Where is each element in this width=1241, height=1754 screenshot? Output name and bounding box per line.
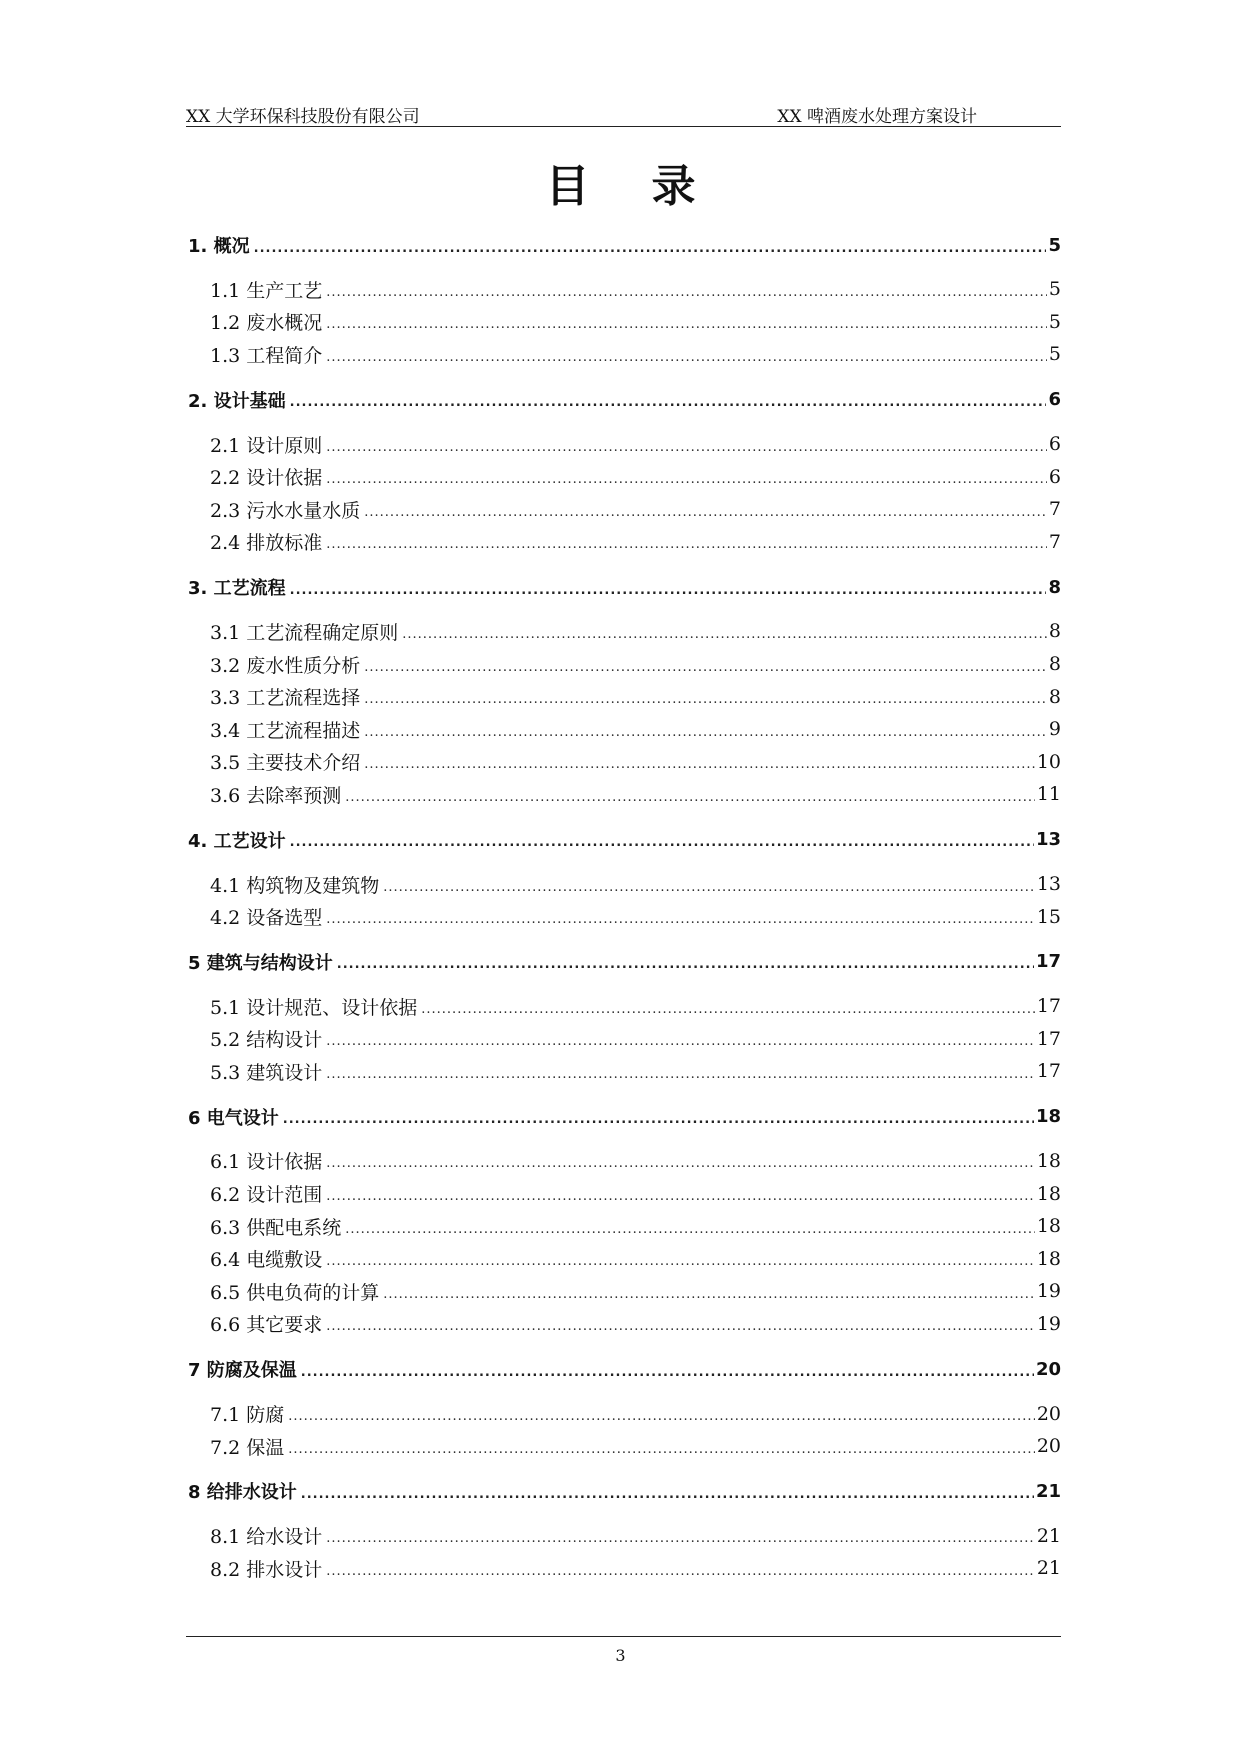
page-header — [186, 100, 1061, 127]
toc-entry-label: 1.3 工程简介 — [210, 344, 323, 367]
toc-entry-label: 6.4 电缆敷设 — [210, 1249, 323, 1272]
toc-subsection-entry[interactable] — [188, 778, 1061, 811]
toc-entry-page: 9 — [1048, 718, 1061, 741]
toc-section-entry[interactable] — [188, 570, 1061, 604]
toc-entry-label: 2.1 设计原则 — [210, 434, 323, 457]
toc-entry-page: 13 — [1035, 829, 1061, 851]
toc-section-entry[interactable] — [188, 1474, 1061, 1508]
toc-subsection-entry[interactable] — [188, 460, 1061, 493]
toc-dot-leader — [301, 1487, 1034, 1502]
table-of-contents — [188, 228, 1061, 1585]
toc-subsection-entry[interactable] — [188, 1552, 1061, 1585]
toc-title-char-2: 录 — [651, 161, 696, 212]
toc-dot-leader — [283, 1112, 1034, 1127]
toc-entry-page: 19 — [1036, 1312, 1061, 1335]
toc-entry-label: 1.2 废水概况 — [210, 312, 323, 335]
toc-entry-label: 2.4 排放标准 — [210, 532, 323, 555]
toc-entry-page: 11 — [1036, 783, 1061, 806]
toc-entry-page: 7 — [1048, 530, 1061, 553]
toc-entry-label: 2. 设计基础 — [188, 390, 286, 412]
toc-entry-page: 21 — [1035, 1480, 1061, 1502]
toc-subsection-entry[interactable] — [188, 1275, 1061, 1308]
toc-entry-label: 6 电气设计 — [188, 1107, 279, 1129]
toc-entry-label: 3.3 工艺流程选择 — [210, 687, 361, 710]
toc-dot-leader — [326, 1564, 1035, 1579]
toc-entry-page: 20 — [1036, 1402, 1061, 1425]
toc-dot-leader — [383, 1287, 1035, 1302]
header-document-title: XX 啤酒废水处理方案设计 — [777, 107, 977, 127]
toc-subsection-entry[interactable] — [188, 1397, 1061, 1430]
toc-dot-leader — [326, 1531, 1035, 1546]
toc-subsection-entry[interactable] — [188, 1177, 1061, 1210]
toc-subsection-entry[interactable] — [188, 338, 1061, 371]
toc-section-entry[interactable] — [188, 383, 1061, 417]
toc-entry-page: 6 — [1048, 433, 1061, 456]
toc-dot-leader — [421, 1002, 1035, 1017]
toc-dot-leader — [364, 725, 1047, 740]
toc-entry-page: 21 — [1036, 1557, 1061, 1580]
toc-entry-label: 5.3 建筑设计 — [210, 1061, 323, 1084]
toc-subsection-entry[interactable] — [188, 306, 1061, 339]
toc-subsection-entry[interactable] — [188, 868, 1061, 901]
toc-dot-leader — [326, 1319, 1035, 1334]
toc-dot-leader — [326, 1156, 1035, 1171]
toc-dot-leader — [364, 660, 1047, 675]
toc-subsection-entry[interactable] — [188, 493, 1061, 526]
toc-subsection-entry[interactable] — [188, 680, 1061, 713]
toc-entry-page: 20 — [1036, 1435, 1061, 1458]
toc-entry-page: 10 — [1036, 750, 1061, 773]
toc-dot-leader — [326, 350, 1047, 365]
toc-entry-page: 7 — [1048, 498, 1061, 521]
toc-dot-leader — [383, 880, 1035, 895]
toc-title — [0, 150, 1241, 214]
toc-entry-label: 5.2 结构设计 — [210, 1029, 323, 1052]
toc-dot-leader — [290, 395, 1047, 410]
toc-entry-page: 17 — [1036, 1027, 1061, 1050]
toc-subsection-entry[interactable] — [188, 526, 1061, 559]
toc-entry-label: 2.2 设计依据 — [210, 467, 323, 490]
toc-subsection-entry[interactable] — [188, 746, 1061, 779]
toc-entry-page: 5 — [1048, 278, 1061, 301]
toc-dot-leader — [326, 472, 1047, 487]
toc-entry-label: 1.1 生产工艺 — [210, 279, 323, 302]
toc-dot-leader — [326, 912, 1035, 927]
toc-entry-page: 20 — [1035, 1358, 1061, 1380]
toc-entry-page: 5 — [1048, 234, 1061, 256]
toc-entry-label: 2.3 污水水量水质 — [210, 499, 361, 522]
toc-subsection-entry[interactable] — [188, 273, 1061, 306]
toc-dot-leader — [364, 505, 1047, 520]
toc-dot-leader — [345, 1222, 1035, 1237]
toc-subsection-entry[interactable] — [188, 1430, 1061, 1463]
toc-subsection-entry[interactable] — [188, 1242, 1061, 1275]
toc-entry-label: 3.5 主要技术介绍 — [210, 752, 361, 775]
toc-entry-page: 5 — [1048, 343, 1061, 366]
toc-dot-leader — [288, 1409, 1035, 1424]
toc-entry-label: 6.2 设计范围 — [210, 1184, 323, 1207]
toc-dot-leader — [326, 440, 1047, 455]
toc-subsection-entry[interactable] — [188, 1023, 1061, 1056]
toc-section-entry[interactable] — [188, 1100, 1061, 1134]
toc-dot-leader — [288, 1442, 1035, 1457]
toc-subsection-entry[interactable] — [188, 990, 1061, 1023]
toc-entry-page: 6 — [1048, 465, 1061, 488]
toc-section-entry[interactable] — [188, 228, 1061, 262]
toc-entry-label: 3. 工艺流程 — [188, 578, 286, 600]
toc-subsection-entry[interactable] — [188, 1210, 1061, 1243]
toc-title-char-1: 目 — [545, 161, 590, 212]
toc-entry-label: 8.2 排水设计 — [210, 1558, 323, 1581]
toc-dot-leader — [326, 317, 1047, 332]
toc-subsection-entry[interactable] — [188, 615, 1061, 648]
footer-page-number: 3 — [615, 1646, 626, 1665]
toc-entry-label: 4. 工艺设计 — [188, 830, 286, 852]
toc-entry-label: 3.4 工艺流程描述 — [210, 719, 361, 742]
toc-dot-leader — [326, 1189, 1035, 1204]
toc-subsection-entry[interactable] — [188, 1308, 1061, 1341]
footer-divider — [186, 1636, 1061, 1637]
toc-dot-leader — [364, 692, 1047, 707]
toc-entry-page: 8 — [1048, 653, 1061, 676]
toc-entry-label: 4.2 设备选型 — [210, 907, 323, 930]
toc-entry-label: 5.1 设计规范、设计依据 — [210, 996, 418, 1019]
toc-subsection-entry[interactable] — [188, 900, 1061, 933]
toc-subsection-entry[interactable] — [188, 428, 1061, 461]
toc-entry-page: 18 — [1036, 1182, 1061, 1205]
toc-entry-page: 17 — [1035, 951, 1061, 973]
toc-dot-leader — [290, 583, 1047, 598]
toc-dot-leader — [290, 835, 1034, 850]
toc-entry-label: 3.1 工艺流程确定原则 — [210, 621, 399, 644]
toc-entry-label: 4.1 构筑物及建筑物 — [210, 874, 380, 897]
toc-dot-leader — [326, 1254, 1035, 1269]
toc-entry-page: 8 — [1048, 576, 1061, 598]
toc-entry-page: 13 — [1036, 873, 1061, 896]
toc-entry-page: 18 — [1036, 1247, 1061, 1270]
toc-entry-page: 8 — [1048, 685, 1061, 708]
toc-entry-page: 6 — [1048, 389, 1061, 411]
toc-entry-label: 6.5 供电负荷的计算 — [210, 1281, 380, 1304]
toc-dot-leader — [326, 1034, 1035, 1049]
toc-entry-page: 8 — [1048, 620, 1061, 643]
toc-entry-page: 21 — [1036, 1524, 1061, 1547]
toc-entry-page: 18 — [1036, 1215, 1061, 1238]
toc-dot-leader — [364, 757, 1035, 772]
toc-subsection-entry[interactable] — [188, 1519, 1061, 1552]
toc-dot-leader — [326, 285, 1047, 300]
toc-dot-leader — [337, 957, 1034, 972]
toc-entry-label: 7 防腐及保温 — [188, 1360, 297, 1382]
toc-dot-leader — [402, 627, 1047, 642]
toc-section-entry[interactable] — [188, 1352, 1061, 1386]
toc-entry-label: 6.3 供配电系统 — [210, 1216, 342, 1239]
toc-dot-leader — [326, 1067, 1035, 1082]
toc-dot-leader — [345, 790, 1035, 805]
toc-entry-label: 8 给排水设计 — [188, 1482, 297, 1504]
toc-entry-page: 18 — [1035, 1106, 1061, 1128]
toc-subsection-entry[interactable] — [188, 1055, 1061, 1088]
toc-entry-page: 15 — [1036, 905, 1061, 928]
toc-entry-label: 6.6 其它要求 — [210, 1314, 323, 1337]
toc-entry-label: 8.1 给水设计 — [210, 1526, 323, 1549]
toc-entry-label: 7.1 防腐 — [210, 1404, 285, 1427]
toc-section-entry[interactable] — [188, 823, 1061, 857]
toc-dot-leader — [254, 241, 1047, 256]
toc-entry-page: 17 — [1036, 995, 1061, 1018]
toc-entry-label: 3.2 废水性质分析 — [210, 654, 361, 677]
toc-dot-leader — [326, 537, 1047, 552]
toc-entry-page: 18 — [1036, 1149, 1061, 1172]
toc-section-entry[interactable] — [188, 945, 1061, 979]
toc-entry-page: 19 — [1036, 1280, 1061, 1303]
toc-entry-page: 5 — [1048, 310, 1061, 333]
toc-subsection-entry[interactable] — [188, 648, 1061, 681]
toc-subsection-entry[interactable] — [188, 713, 1061, 746]
toc-entry-page: 17 — [1036, 1060, 1061, 1083]
toc-entry-label: 6.1 设计依据 — [210, 1151, 323, 1174]
toc-entry-label: 7.2 保温 — [210, 1436, 285, 1459]
toc-entry-label: 3.6 去除率预测 — [210, 784, 342, 807]
toc-entry-label: 5 建筑与结构设计 — [188, 952, 333, 974]
toc-entry-label: 1. 概况 — [188, 236, 250, 257]
toc-dot-leader — [301, 1365, 1034, 1380]
toc-subsection-entry[interactable] — [188, 1145, 1061, 1178]
header-company: XX 大学环保科技股份有限公司 — [186, 107, 420, 127]
